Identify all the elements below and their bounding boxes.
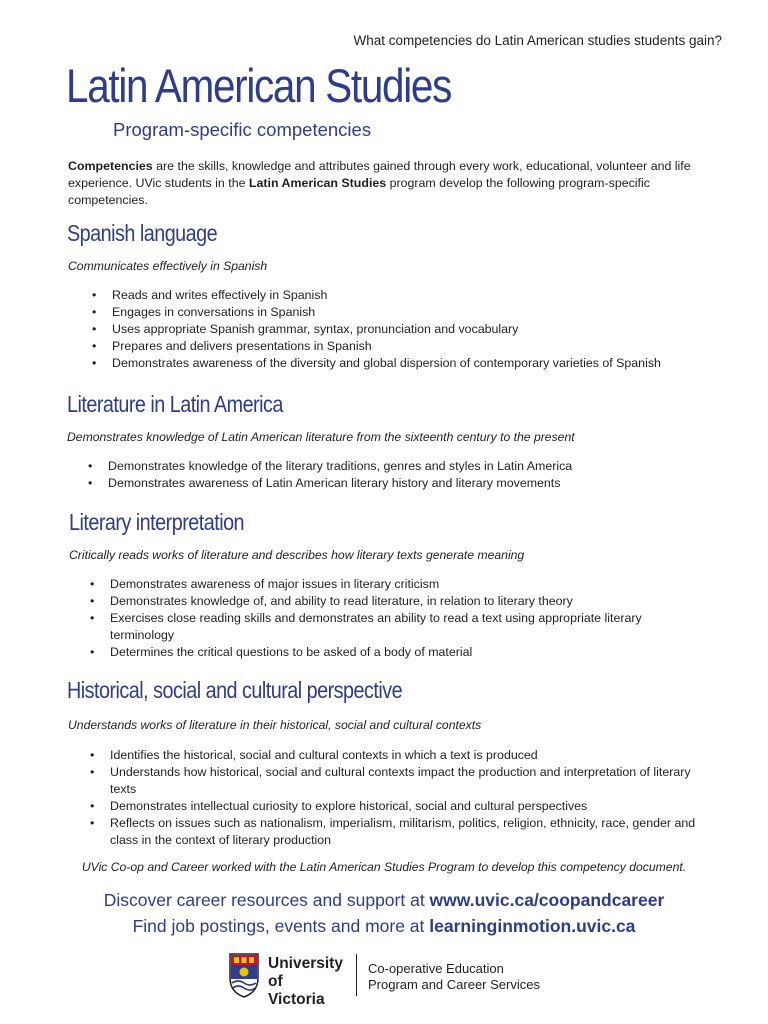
footer-career-line [0,890,768,911]
coopandcareer-link[interactable]: www.uvic.ca/coopandcareer [429,890,665,910]
uvic-crest-icon [228,952,260,998]
section-heading-spanish: Spanish language [67,220,218,246]
list-item: • Reflects on issues such as nationalism, imperialism, militarism, politics, religion, ethnicity, race, gender and class in the context of literary production [86,815,716,849]
section-heading-perspective: Historical, social and cultural perspective [67,677,403,703]
intro-text-2: program develop the following program-specific competencies. [68,176,650,207]
section-summary-literature: Demonstrates knowledge of Latin American literature from the sixteenth century to the present [67,430,575,444]
list-item: • Demonstrates awareness of major issues in literary criticism [86,576,706,593]
intro-text-1: are the skills, knowledge and attributes gained through every work, educational, volunteer and life experience. UVic students in the [68,159,691,190]
intro-paragraph [68,158,698,209]
list-item: • Demonstrates awareness of the diversity and global dispersion of contemporary varieties of Spanish [88,355,728,372]
list-item: • Demonstrates knowledge of, and ability to read literature, in relation to literary theory [86,593,706,610]
list-item: • Demonstrates awareness of Latin American literary history and literary movements [84,475,724,492]
list-literature [84,458,724,492]
list-item: • Determines the critical questions to be asked of a body of material [86,644,706,661]
footer-jobs-prefix: Find job postings, events and more at [132,916,430,936]
page-tagline: What competencies do Latin American studies students gain? [353,33,722,48]
university-name [268,955,343,1009]
section-heading-literature: Literature in Latin America [67,391,283,417]
department-name [368,961,540,993]
list-perspective [86,747,716,849]
list-item: • Reads and writes effectively in Spanish [88,287,728,304]
logo-divider [356,954,357,996]
intro-term: Competencies [68,159,153,173]
list-item: • Prepares and delivers presentations in Spanish [88,338,728,355]
intro-program: Latin American Studies [248,176,387,190]
list-item: • Understands how historical, social and cultural contexts impact the production and interpretation of literary texts [86,764,716,798]
section-summary-spanish: Communicates effectively in Spanish [68,259,268,273]
page-title: Latin American Studies [66,59,452,112]
footer-career-prefix: Discover career resources and support at [103,890,430,910]
list-item: • Exercises close reading skills and demonstrates an ability to read a text using appropriate literary terminology [86,610,706,644]
list-item: • Uses appropriate Spanish grammar, syntax, pronunciation and vocabulary [88,321,728,338]
department-line-1: Co-operative Education [368,961,504,976]
list-item: • Identifies the historical, social and cultural contexts in which a text is produced [86,747,716,764]
university-line-2: of Victoria [268,973,325,1008]
department-line-2: Program and Career Services [368,977,540,992]
page-subtitle: Program-specific competencies [113,119,372,140]
list-spanish [88,287,728,372]
list-item: • Demonstrates intellectual curiosity to explore historical, social and cultural perspectives [86,798,716,815]
list-item: • Engages in conversations in Spanish [88,304,728,321]
section-summary-interpretation: Critically reads works of literature and describes how literary texts generate meaning [69,548,525,562]
section-summary-perspective: Understands works of literature in their historical, social and cultural contexts [68,718,482,732]
footer-note: UVic Co-op and Career worked with the Latin American Studies Program to develop this competency document. [81,860,687,874]
university-line-1: University [268,955,343,972]
list-item: • Demonstrates knowledge of the literary traditions, genres and styles in Latin America [84,458,724,475]
section-heading-interpretation: Literary interpretation [69,509,245,535]
learninginmotion-link[interactable]: learninginmotion.uvic.ca [429,916,636,936]
list-interpretation [86,576,706,661]
footer-jobs-line [0,916,768,937]
